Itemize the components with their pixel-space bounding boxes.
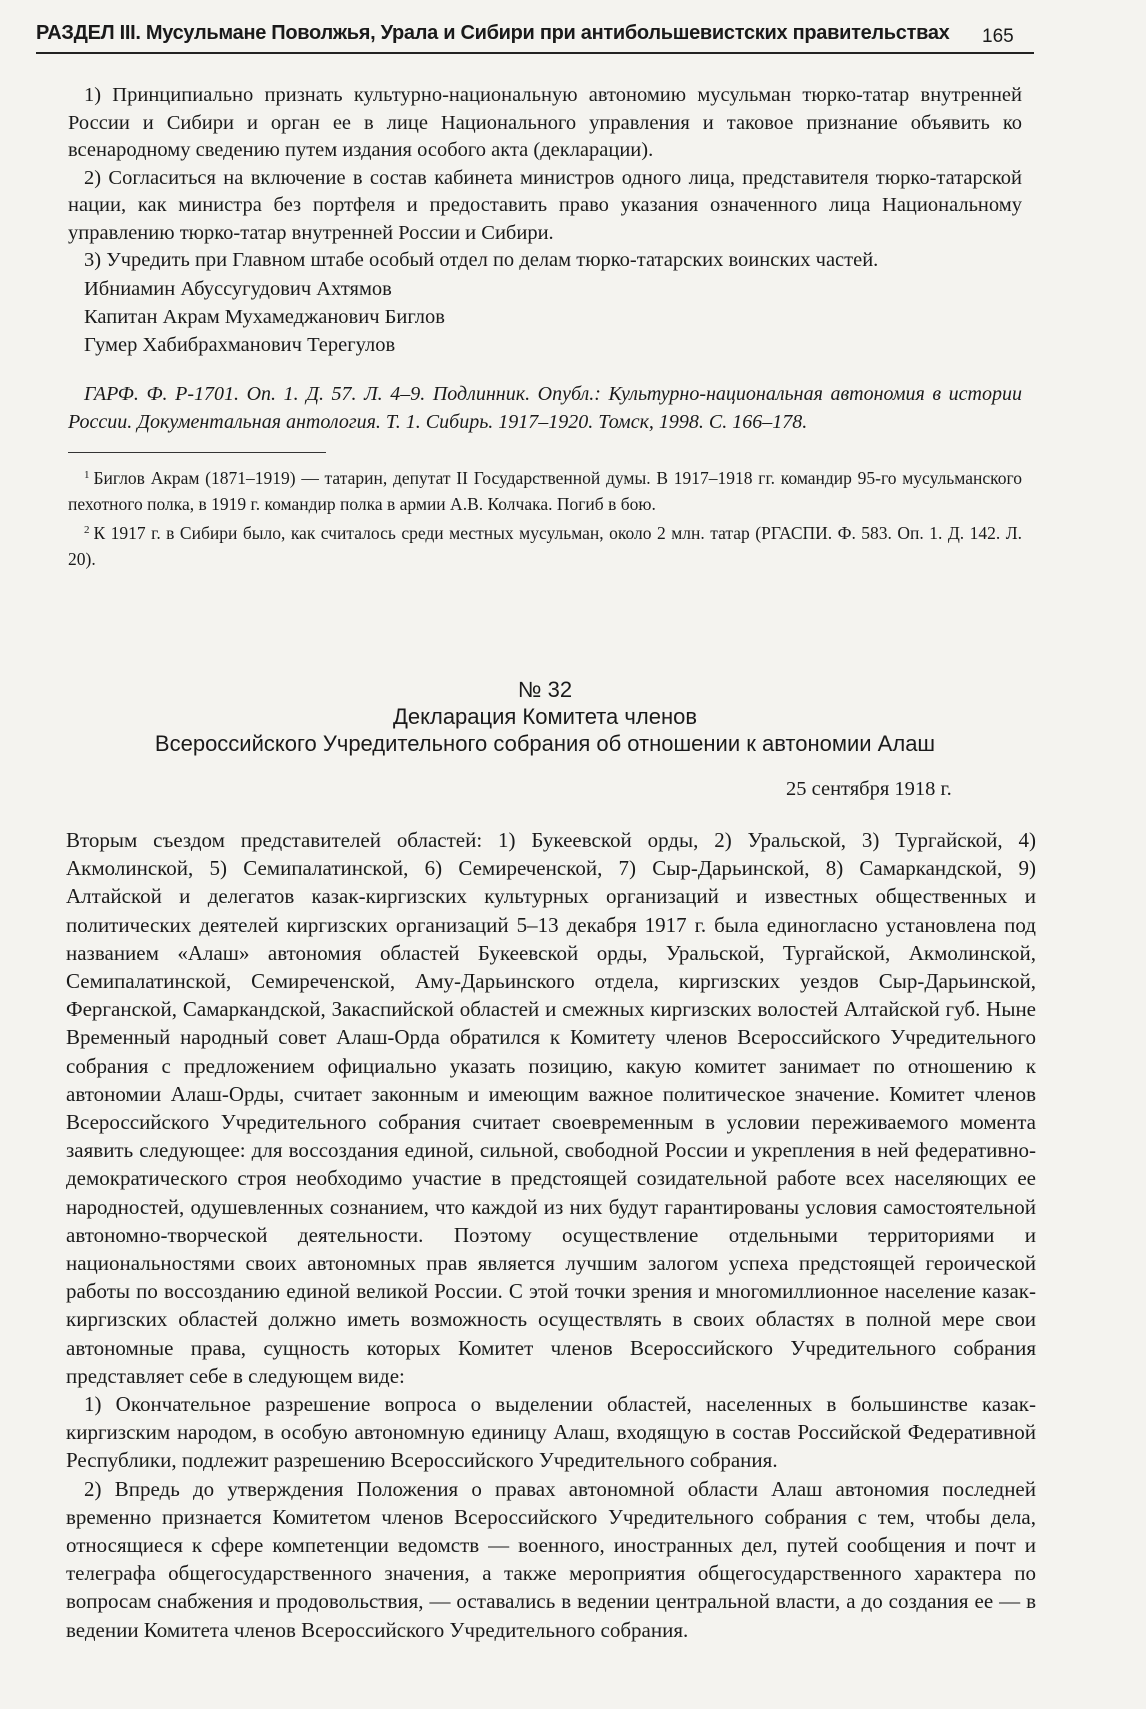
running-header: РАЗДЕЛ III. Мусульмане Поволжья, Урала и Сибири при антибольшевистских правительствах: [36, 22, 950, 44]
document-date: 25 сентября 1918 г.: [786, 778, 952, 800]
page-number: 165: [982, 26, 1014, 47]
signatory: Капитан Акрам Мухамеджанович Биглов: [84, 306, 445, 328]
document-title-line-1: Декларация Комитета членов: [392, 704, 698, 729]
footnote-text: Биглов Акрам (1871–1919) — татарин, депутат II Государственной думы. В 1917–1918 гг. командир 95-го мусульманского пехотного полка, в 1919 г. командир полка в армии А.В. Колчака. Погиб в бою.: [68, 468, 1022, 514]
signatories: [84, 275, 445, 359]
document-title-line-2: Всероссийского Учредительного собрания об отношении к автономии Алаш: [154, 731, 936, 756]
document-heading: [68, 676, 1022, 757]
header-rule: [36, 52, 1034, 54]
signatory: Ибниамин Абуссугудович Ахтямов: [84, 278, 392, 300]
footnote-rule: [68, 452, 326, 453]
archival-source: ГАРФ. Ф. Р-1701. Оп. 1. Д. 57. Л. 4–9. Подлинник. Опубл.: Культурно-национальная автономия в истории России. Документальная антология. Т. 1. Сибирь. 1917–1920. Томск, 1998. С. 166–178.: [68, 383, 1022, 433]
body-paragraph: 1) Окончательное разрешение вопроса о выделении областей, населенных в большинстве казак-киргизским народом, в особую автономную единицу Алаш, входящую в состав Российской Федеративной Республики, подлежит разрешению Всероссийского Учредительного собрания.: [66, 1392, 1036, 1473]
continuation-items: [68, 82, 1022, 275]
item-3: 3) Учредить при Главном штабе особый отдел по делам тюрко-татарских воинских частей.: [84, 249, 879, 271]
signatory: Гумер Хабибрахманович Терегулов: [84, 334, 396, 356]
footnotes: [68, 462, 1022, 572]
body-paragraph: Вторым съездом представителей областей: 1) Букеевской орды, 2) Уральской, 3) Тургайской, 4) Акмолинской, 5) Семипалатинской, 6) Семиреченской, 7) Сыр-Дарьинской, 8) Самаркандской, 9) Алтайской и делегатов казак-киргизских культурных организаций и известных общественных и политических деятелей киргизских организаций 5–13 декабря 1917 г. была единогласно установлена под названием «Алаш» автономия областей Букеевской орды, Уральской, Тургайской, Акмолинской, Семипалатинской, Семиреченской, Аму-Дарьинского отдела, киргизских уездов Сыр-Дарьинской, Ферганской, Самаркандской, Закаспийской областей и смежных киргизских волостей Алтайской губ. Ныне Временный народный совет Алаш-Орда обратился к Комитету членов Всероссийского Учредительного собрания с предложением официально указать позицию, какую комитет занимает по отношению к автономии Алаш-Орды, считает законным и имеющим важное политическое значение. Комитет членов Всероссийского Учредительного собрания считает своевременным в условии переживаемого момента заявить следующее: для воссоздания единой, сильной, свободной России и укрепления в ней федеративно-демократического строя необходимо участие в предстоящей созидательной работе всех населяющих ее народностей, одушевленных сознанием, что каждой из них будут гарантированы условия самостоятельной автономно-творческой деятельности. Поэтому осуществление отдельными территориями и национальностями своих автономных прав является лучшим залогом успеха предстоящей героической работы по воссозданию единой великой России. С этой точки зрения и многомиллионное население казак-киргизских областей должно иметь возможность осуществлять в своих областях в полной мере свои автономные права, сущность которых Комитет членов Всероссийского Учредительного собрания представляет себе в следующем виде:: [66, 828, 1036, 1388]
footnote: [68, 462, 1022, 517]
footnote: [68, 517, 1022, 572]
footnote-mark: 2: [84, 524, 90, 536]
footnote-mark: 1: [84, 469, 90, 481]
document-body: [66, 826, 1036, 1644]
footnote-text: К 1917 г. в Сибири было, как считалось среди местных мусульман, около 2 млн. татар (РГАСПИ. Ф. 583. Оп. 1. Д. 142. Л. 20).: [68, 523, 1022, 569]
item-1: 1) Принципиально признать культурно-национальную автономию мусульман тюрко-татар внутренней России и Сибири и орган ее в лице Национального управления и таковое признание объявить ко всенародному сведению путем издания особого акта (декларации).: [68, 84, 1022, 161]
body-paragraph: 2) Впредь до утверждения Положения о правах автономной области Алаш автономия последней временно признается Комитетом членов Всероссийского Учредительного собрания с тем, чтобы дела, относящиеся к сфере компетенции ведомств — военного, иностранных дел, путей сообщения и почт и телеграфа общегосударственного значения, а также мероприятия общегосударственного характера по вопросам снабжения и продовольствия, — оставались в ведении центральной власти, а до создания ее — в ведении Комитета членов Всероссийского Учредительного собрания.: [66, 1476, 1036, 1642]
item-2: 2) Согласиться на включение в состав кабинета министров одного лица, представителя тюрко-татарской нации, как министра без портфеля и предоставить право указания означенного лица Национальному управлению тюрко-татар внутренней России и Сибири.: [68, 166, 1022, 244]
document-number: № 32: [517, 677, 573, 702]
